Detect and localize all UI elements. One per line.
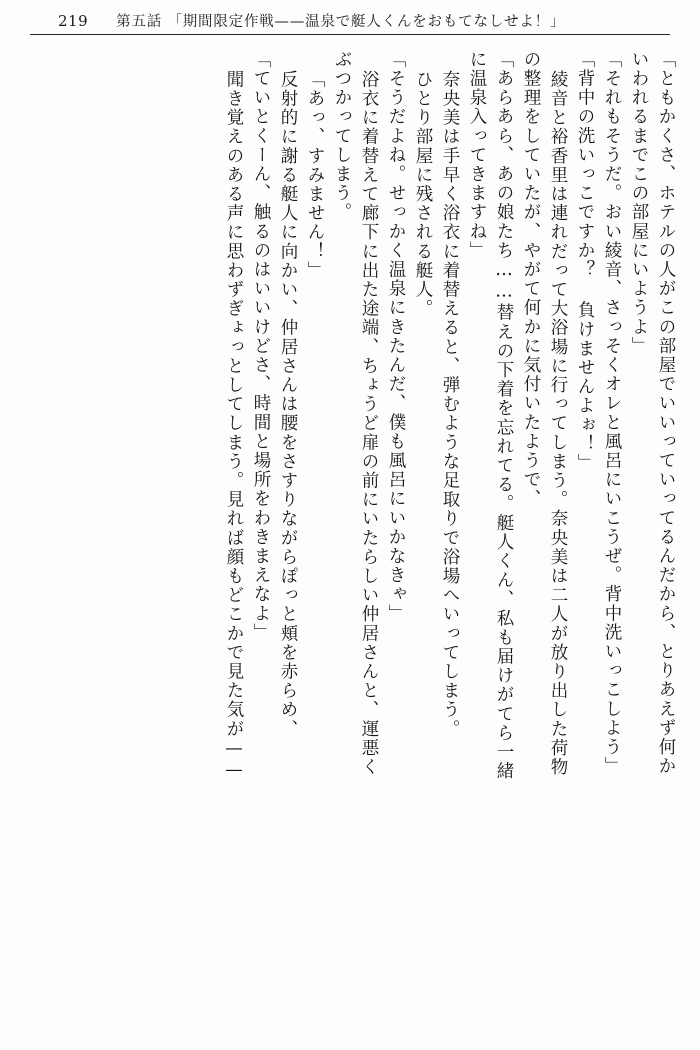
header-divider (30, 34, 670, 35)
text-line: ぶつかってしまう。 (332, 50, 352, 222)
text-line: 「ともかくさ、ホテルの人がこの部屋でいいっていってるんだから、とりあえず何か (656, 50, 676, 776)
running-title: 第五話 「期間限定作戦——温泉で艇人くんをおもてなしせよ！」 (116, 14, 566, 30)
text-line: 「あらあら、あの娘たち……替えの下着を忘れてる。艇人くん、私も届けがてら一緒 (494, 50, 514, 781)
text-line: 綾音と裕香里は連れだって大浴場に行ってしまう。奈央美は二人が放り出した荷物 (548, 70, 568, 777)
text-line: の整理をしていたが、やがて何かに気付いたようで、 (521, 50, 541, 509)
text-line: 「ていとくーん、触るのはいいけどさ、時間と場所をわきまえなよ」 (251, 50, 271, 643)
text-line: 「あっ、すみません！」 (305, 70, 325, 281)
text-line: に温泉入ってきますね」 (467, 50, 487, 261)
text-line: 反射的に謝る艇人に向かい、仲居さんは腰をさすりながらぽっと頬を赤らめ、 (278, 70, 298, 739)
text-line: 「それもそうだ。おい綾音、さっそくオレと風呂にいこうぜ。背中洗いっこしよう」 (602, 50, 622, 776)
text-line: いわれるまでこの部屋にいようよ」 (629, 50, 649, 356)
text-line: 浴衣に着替えて廊下に出た途端、ちょうど扉の前にいたらしい仲居さんと、運悪く (359, 70, 379, 777)
page-number: 219 (58, 12, 89, 30)
text-line: 「そうだよね。せっかく温泉にきたんだ、僕も風呂にいかなきゃ」 (386, 50, 406, 623)
vertical-text-body (26, 50, 674, 1025)
text-line: 聞き覚えのある声に思わずぎょっとしてしまう。見れば顔もどこかで見た気が—— (224, 70, 244, 782)
text-line: 奈央美は手早く浴衣に着替えると、弾むような足取りで浴場へいってしまう。 (440, 70, 460, 739)
text-line: 「背中の洗いっこですか？ 負けませんよぉ！」 (575, 50, 595, 473)
text-line: ひとり部屋に残される艇人。 (413, 70, 433, 319)
